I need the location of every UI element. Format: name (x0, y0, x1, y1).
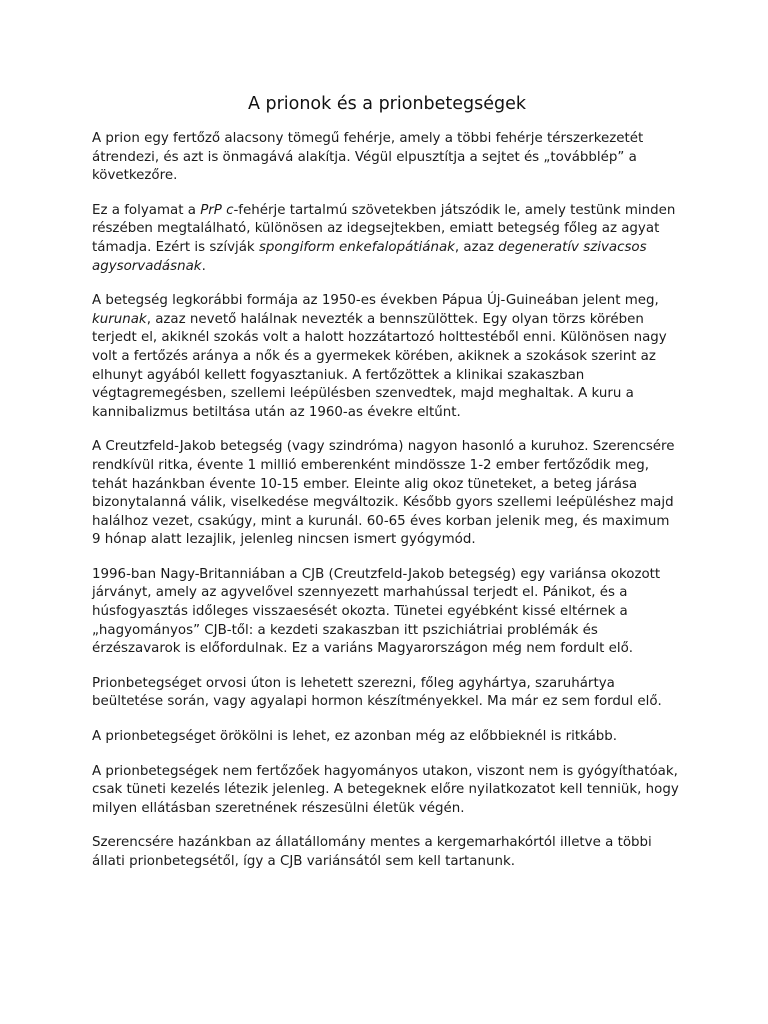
text-run: A betegség legkorábbi formája az 1950-es években Pápua Új-Guineában jelent meg, (92, 293, 659, 309)
text-run: Ez a folyamat a (92, 202, 201, 218)
paragraph-hungary: Szerencsére hazánkban az állatállomány mentes a kergemarhakórtól illetve a többi állati prionbetegsétől, így a CJB variánsától sem kell tartanunk. (92, 835, 652, 869)
document-page (92, 92, 682, 888)
italic-term-spongiform: spongiform enkefalopátiának (258, 239, 455, 255)
paragraph-inherited: A prionbetegséget örökölni is lehet, ez azonban még az előbbieknél is ritkább. (92, 729, 618, 745)
paragraph-medical-transmission: Prionbetegséget orvosi úton is lehetett szerezni, főleg agyhártya, szaruhártya beültetése során, vagy agyalapi hormon készítményekkel. Ma már ez sem fordul elő. (92, 675, 662, 710)
text-run: , azaz (454, 239, 499, 255)
text-run: -fehérje tartalmú szövetekben játszódik le, amely testünk minden részében megtalálható, különösen az idegsejtekben, emiatt betegség főleg az agyat támadja. Ezért is szívják (92, 202, 676, 255)
paragraph-creutzfeld-jakob: A Creutzfeld-Jakob betegség (vagy szindróma) nagyon hasonló a kuruhoz. Szerencsére rendkívül ritka, évente 1 millió emberenként mindössze 1-2 ember fertőződik meg, tehát hazánkban évente 10-15 ember. Eleinte alig okoz tüneteket, a beteg járása bizonytalanná válik, viselkedése megváltozik. Később gyors szellemi leépüléshez majd halálhoz vezet, csakúgy, mint a kurunál. 60-65 éves korban jelenik meg, és maximum 9 hónap alatt lezajlik, jelenleg nincsen ismert gyógymód. (92, 439, 675, 548)
paragraph-cjb-variant: 1996-ban Nagy-Britanniában a CJB (Creutzfeld-Jakob betegség) egy variánsa okozott járványt, amely az agyvelővel szennyezett marhahússal terjedt el. Pánikot, és a húsfogyasztás időleges visszaesését okozta. Tünetei egyébként kissé eltérnek a „hagyományos” CJB-től: a kezdeti szakaszban itt pszichiátriai problémák és érzészavarok is előfordulnak. Ez a variáns Magyarországon még nem fordult elő. (92, 566, 661, 657)
italic-term-prp-c: PrP c (200, 202, 234, 218)
paragraph-prp-c (92, 202, 682, 276)
paragraph-treatment: A prionbetegségek nem fertőzőek hagyományos utakon, viszont nem is gyógyíthatóak, csak tüneti kezelés létezik jelenleg. A betegeknek előre nyilatkozatot kell tenniük, hogy milyen ellátásban szeretnének részesülni életük végén. (92, 763, 679, 816)
text-run: , azaz nevető halálnak nevezték a bennszülöttek. Egy olyan törzs körében terjedt el, akiknél szokás volt a halott hozzátartozó holttestéből enni. Különösen nagy volt a fertőzés aránya a nők és a gyermekek körében, akiknek a szokások szerint az elhunyt agyából kellett fogyasztaniuk. A fertőzöttek a klinikai szakaszban végtagremegésben, szellemi leépülésben szenvedtek, majd meghaltak. A kuru a kannibalizmus betiltása után az 1960-as évekre eltűnt. (92, 311, 667, 420)
paragraph-kuru (92, 292, 682, 422)
italic-term-kurunak: kurunak (92, 311, 147, 327)
italic-term-degenerativ: degeneratív szivacsos agysorvadásnak (92, 239, 647, 274)
document-title: A prionok és a prionbetegségek (247, 94, 527, 114)
text-run: . (201, 258, 206, 274)
paragraph-prion-definition: A prion egy fertőző alacsony tömegű fehérje, amely a többi fehérje térszerkezetét átrendezi, és azt is önmagává alakítja. Végül elpusztítja a sejtet és „továbblép” a következőre. (92, 131, 644, 184)
